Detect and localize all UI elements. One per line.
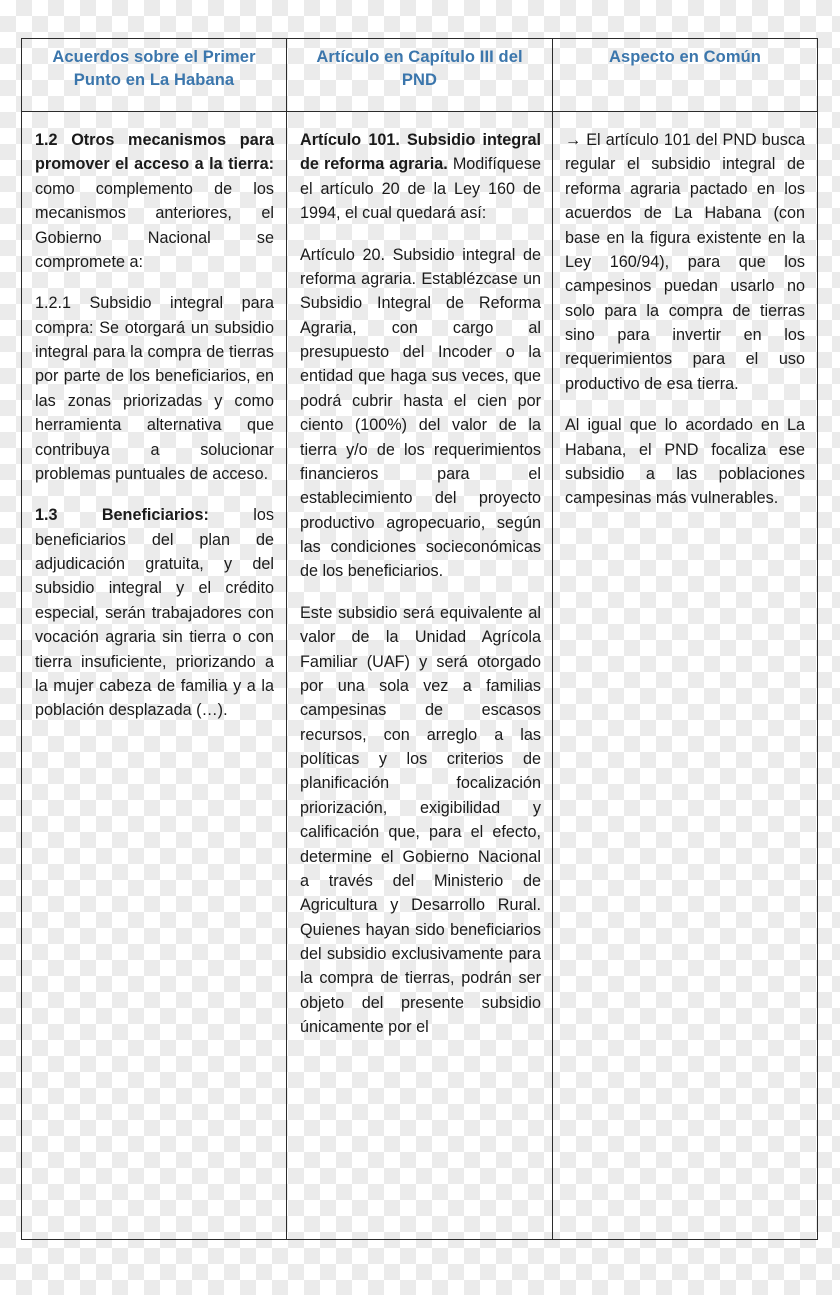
paragraph-text: → El artículo 101 del PND busca regular el subsidio integral de reforma agraria pactado en los acuerdos de La Habana (con base en la figura existente en la Ley 160/94), para que los campesinos puedan usarlo no solo para la compra de tierras sino para invertir en los requerimientos para el uso productivo de esa tierra. bbox=[565, 131, 805, 393]
paragraph-text: Este subsidio será equivalente al valor de la Unidad Agrícola Familiar (UAF) y será otorgado por una sola vez a familias campesinas de escasos recursos, con arreglo a las políticas y los criterios de planificación focalización priorización, exigibilidad y calificación que, para el efecto, determine el Gobierno Nacional a través del Ministerio de Agricultura y Desarrollo Rural. Quienes hayan sido beneficiarios del subsidio exclusivamente para la compra de tierras, podrán ser objeto del presente subsidio únicamente por el bbox=[300, 603, 541, 1037]
table-header-cell-articulo bbox=[286, 39, 553, 111]
paragraph-text: Al igual que lo acordado en La Habana, el PND focaliza ese subsidio a las poblaciones campesinas más vulnerables. bbox=[565, 416, 805, 508]
paragraph bbox=[300, 243, 541, 584]
paragraph-text: Artículo 20. Subsidio integral de reforma agraria. Establézcase un Subsidio Integral de Reforma Agraria, con cargo al presupuesto del Incoder o la entidad que haga sus veces, que podrá cubrir hasta el cien por ciento (100%) del valor de la tierra y/o de los requerimientos financieros para el establecimiento del proyecto productivo agropecuario, según las condiciones socieconómicas de los beneficiarios. bbox=[300, 245, 541, 581]
table-header-label-acuerdos: Acuerdos sobre el Primer Punto en La Habana bbox=[52, 48, 256, 89]
paragraph-bold-lead: Artículo 101. Subsidio integral de reforma agraria. bbox=[300, 131, 541, 174]
paragraph bbox=[35, 128, 274, 274]
table-header-label-aspecto: Aspecto en Común bbox=[609, 48, 761, 66]
paragraph bbox=[565, 128, 805, 396]
paragraph bbox=[300, 601, 541, 1040]
paragraph-bold-lead: 1.2 Otros mecanismos para promover el acceso a la tierra: bbox=[35, 131, 274, 174]
paragraph-text: Modifíquese el artículo 20 de la Ley 160 de 1994, el cual quedará así: bbox=[300, 155, 542, 223]
table-header-label-articulo: Artículo en Capítulo III del PND bbox=[316, 48, 523, 89]
table-cell-aspecto-comun bbox=[553, 112, 817, 1239]
paragraph bbox=[35, 503, 274, 722]
paragraph bbox=[565, 413, 805, 511]
paragraph-text: los beneficiarios del plan de adjudicación gratuita, y del subsidio integral y el crédito especial, serán trabajadores con vocación agraria sin tierra o con tierra insuficiente, priorizando a la mujer cabeza de familia y a la población desplazada (…). bbox=[35, 506, 274, 720]
paragraph-text: como complemento de los mecanismos anteriores, el Gobierno Nacional se compromete a: bbox=[35, 179, 274, 271]
paragraph-text: 1.2.1 Subsidio integral para compra: Se otorgará un subsidio integral para la compra de tierras por parte de los beneficiarios, en las zonas priorizadas y como herramienta alternativa que contribuya a solucionar problemas puntuales de acceso. bbox=[35, 294, 274, 483]
table-body-row bbox=[22, 112, 817, 1239]
table-cell-articulo-pnd bbox=[286, 112, 553, 1239]
table-header-row bbox=[22, 39, 817, 112]
table-header-cell-aspecto bbox=[553, 39, 817, 111]
table-cell-acuerdos-habana bbox=[22, 112, 286, 1239]
paragraph bbox=[35, 291, 274, 486]
comparison-table bbox=[21, 38, 818, 1240]
paragraph bbox=[300, 128, 541, 226]
table-header-cell-acuerdos bbox=[22, 39, 286, 111]
paragraph-bold-lead: 1.3 Beneficiarios: bbox=[35, 506, 209, 525]
